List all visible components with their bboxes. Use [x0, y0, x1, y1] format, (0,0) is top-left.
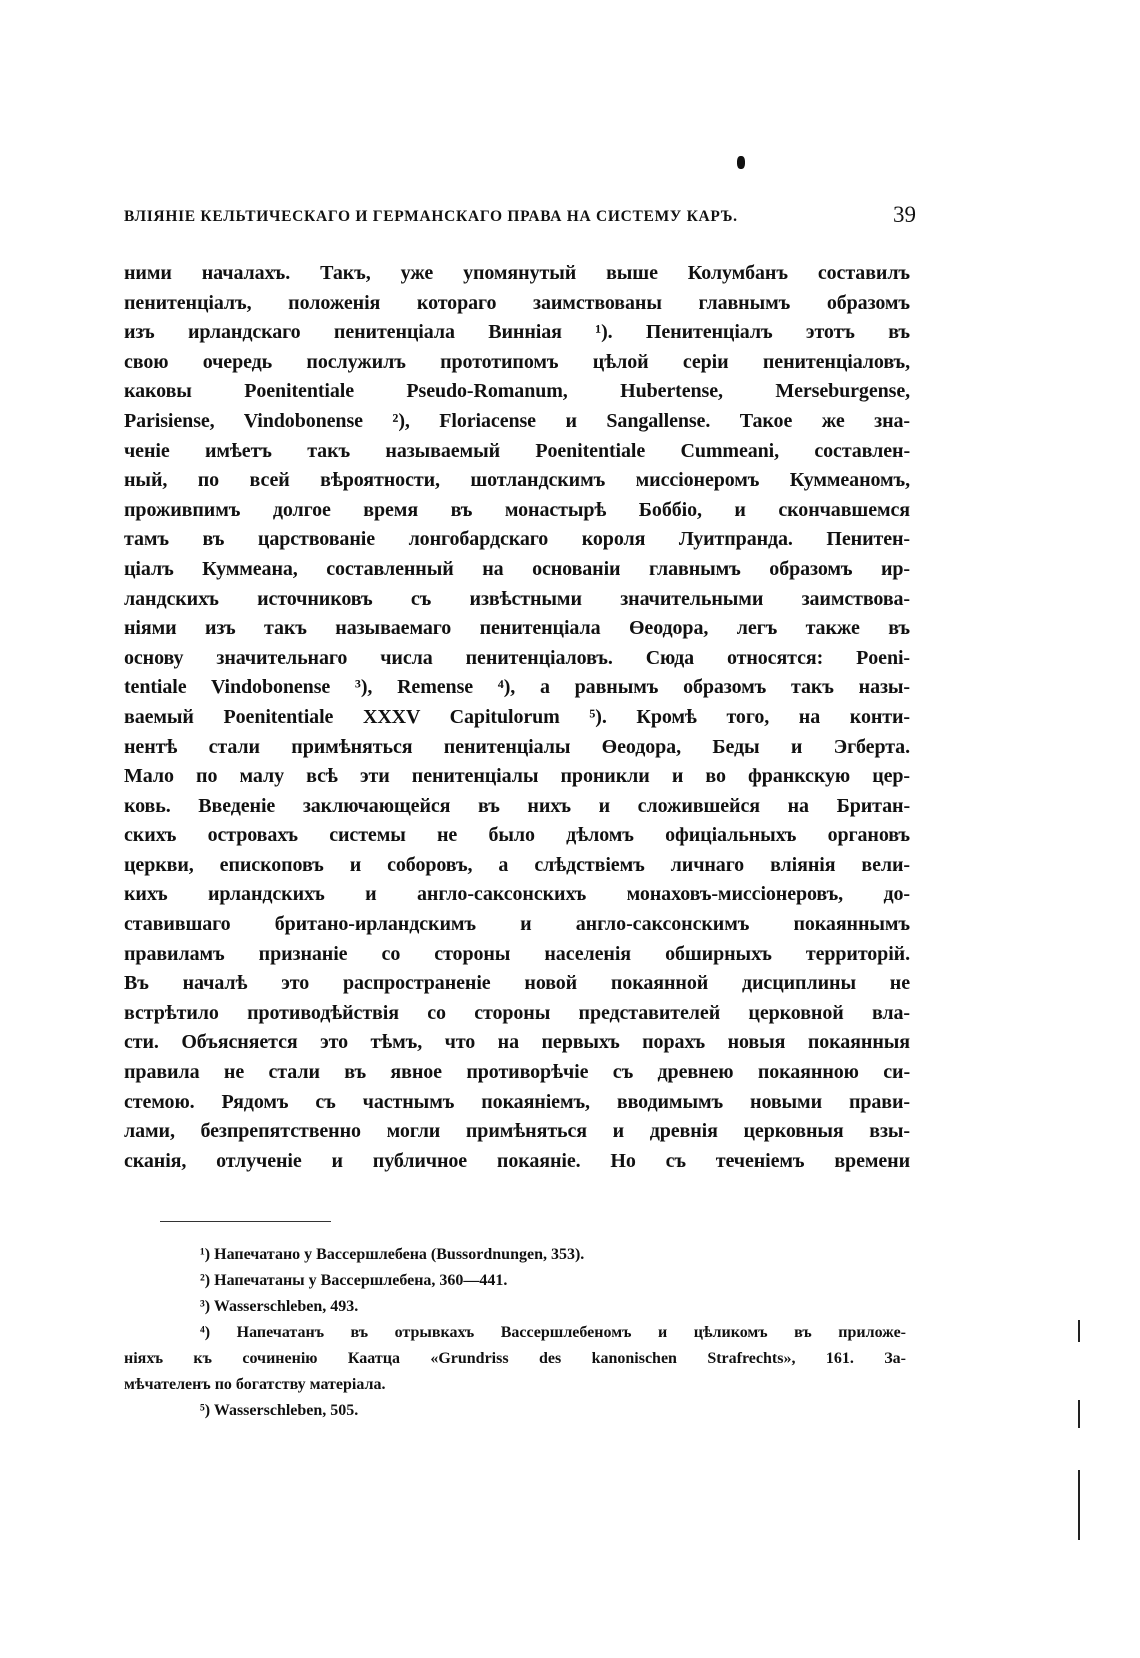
- text-line: ный, по всей вѣроятности, шотландскимъ миссіонеромъ Куммеаномъ,: [124, 469, 910, 492]
- text-line: ковь. Введеніе заключающейся въ нихъ и сложившейся на Британ-: [124, 794, 910, 817]
- page-number: 39: [893, 202, 916, 227]
- ink-mark: [737, 156, 745, 169]
- text-line: изъ ирландскаго пенитенціала Винніая ¹). Пенитенціалъ этотъ въ: [124, 321, 910, 344]
- scan-edge-line: [1078, 1320, 1080, 1342]
- text-line: лами, безпрепятственно могли примѣняться и древнія церковныя взы-: [124, 1120, 910, 1143]
- text-line: Parisiense, Vindobonense ²), Floriacense и Sangallense. Такое же зна-: [124, 409, 910, 432]
- footnote-4: ⁴) Напечатанъ въ отрывкахъ Вассершлебеномъ и цѣликомъ въ приложе-: [200, 1324, 906, 1341]
- text-line: проживпимъ долгое время въ монастырѣ Боббіо, и скончавшемся: [124, 498, 910, 521]
- text-line: ставившаго британо-ирландскимъ и англо-саксонскимъ покаяннымъ: [124, 913, 910, 936]
- text-line: tentiale Vindobonense ³), Remense ⁴), а равнымъ образомъ такъ назы-: [124, 676, 910, 699]
- text-line: стемою. Рядомъ съ частнымъ покаяніемъ, вводимымъ новыми прави-: [124, 1090, 910, 1113]
- footnote-5: ⁵) Wasserschleben, 505.: [200, 1402, 359, 1419]
- text-line: правила не стали въ явное противорѣчіе съ древнею покаянною си-: [124, 1061, 910, 1084]
- text-line: основу значительнаго числа пенитенціаловъ. Сюда относятся: Poeni-: [124, 646, 910, 669]
- text-line: каковы Poenitentiale Pseudo-Romanum, Hubertense, Merseburgense,: [124, 380, 910, 403]
- text-line: сканія, отлученіе и публичное покаяніе. Но съ теченіемъ времени: [124, 1149, 910, 1172]
- footnote-4-continued: ніяхъ къ сочиненію Каатца «Grundriss des kanonischen Strafrechts», 161. За-: [124, 1350, 906, 1367]
- footnote-4-end: мѣчателенъ по богатству матеріала.: [124, 1376, 386, 1393]
- footnotes: [124, 1242, 910, 1424]
- footnote-1: ¹) Напечатано у Вассершлебена (Bussordnungen, 353).: [200, 1246, 585, 1263]
- text-line: пенитенціалъ, положенія котораго заимствованы главнымъ образомъ: [124, 291, 910, 314]
- text-line: свою очередь послужилъ прототипомъ цѣлой серіи пенитенціаловъ,: [124, 350, 910, 373]
- page-header: [124, 202, 916, 236]
- text-line: церкви, епископовъ и соборовъ, а слѣдствіемъ личнаго вліянія вели-: [124, 853, 910, 876]
- footnote-2: ²) Напечатаны у Вассершлебена, 360—441.: [200, 1272, 508, 1289]
- scan-edge-line: [1078, 1470, 1080, 1540]
- body-text: [124, 259, 910, 1176]
- text-line: нентѣ стали примѣняться пенитенціалы Өеодора, Беды и Эгберта.: [124, 735, 910, 758]
- text-line: ніями изъ такъ называемаго пенитенціала Өеодора, легъ также въ: [124, 617, 910, 640]
- text-line: ченіе имѣетъ такъ называемый Poenitentiale Cummeani, составлен-: [124, 439, 910, 462]
- text-line: правиламъ признаніе со стороны населенія обширныхъ территорій.: [124, 942, 910, 965]
- running-title: ВЛІЯНІЕ КЕЛЬТИЧЕСКАГО И ГЕРМАНСКАГО ПРАВА НА СИСТЕМУ КАРЪ.: [124, 208, 738, 225]
- text-line: кихъ ирландскихъ и англо-саксонскихъ монаховъ-миссіонеровъ, до-: [124, 883, 910, 906]
- text-line: ними началахъ. Такъ, уже упомянутый выше Колумбанъ составилъ: [124, 262, 910, 284]
- text-line: ландскихъ источниковъ съ извѣстными значительными заимствова-: [124, 587, 910, 610]
- text-line: встрѣтило противодѣйствія со стороны представителей церковной вла-: [124, 1001, 910, 1024]
- footnote-3: ³) Wasserschleben, 493.: [200, 1298, 359, 1315]
- text-line: скихъ островахъ системы не было дѣломъ офиціальныхъ органовъ: [124, 824, 910, 847]
- text-line: сти. Объясняется это тѣмъ, что на первыхъ порахъ новыя покаянныя: [124, 1031, 910, 1054]
- text-line: Мало по малу всѣ эти пенитенціалы проникли и во франкскую цер-: [124, 765, 910, 788]
- text-line: ціалъ Куммеана, составленный на основаніи главнымъ образомъ ир-: [124, 557, 910, 580]
- footnote-rule: [160, 1221, 331, 1222]
- text-line: тамъ въ царствованіе лонгобардскаго короля Луитпранда. Пенитен-: [124, 528, 910, 551]
- text-line: ваемый Poenitentiale XXXV Capitulorum ⁵). Кромѣ того, на конти-: [124, 705, 910, 728]
- scan-edge-line: [1078, 1400, 1080, 1428]
- text-line: Въ началѣ это распространеніе новой покаянной дисциплины не: [124, 972, 910, 995]
